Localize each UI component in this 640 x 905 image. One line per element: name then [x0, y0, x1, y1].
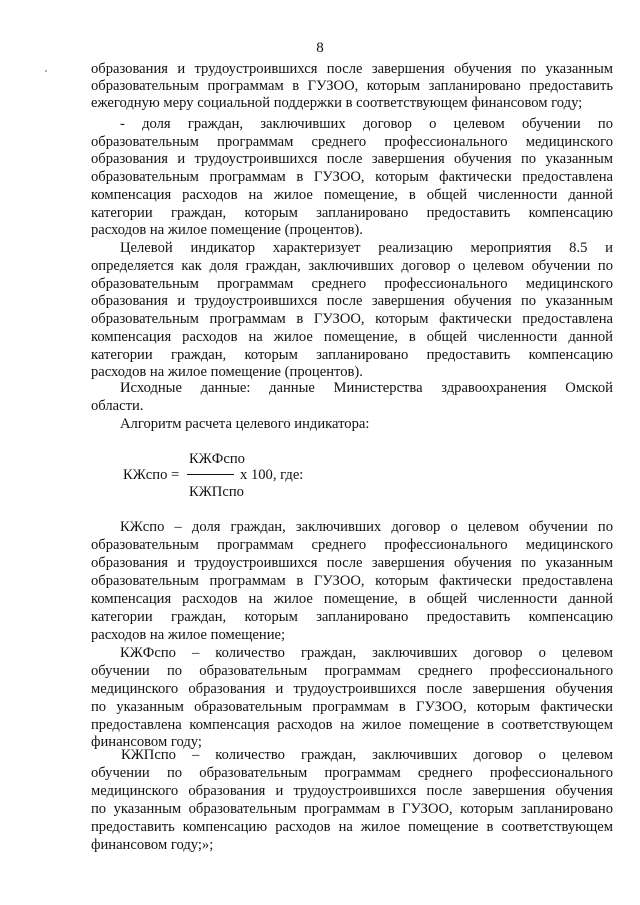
formula-numerator: КЖФспо [189, 451, 245, 467]
text-line: финансовом году; [91, 734, 202, 750]
text-line: образования и трудоустроившихся после завершения обучения по указанным [91, 293, 613, 309]
text-line: образования и трудоустроившихся после завершения обучения по указанным [91, 151, 613, 167]
text-line: расходов на жилое помещение; [91, 627, 286, 643]
text-line: обучении по образовательным программам среднего профессионального [91, 765, 613, 781]
scan-speck [45, 70, 47, 72]
text-line: медицинского образования и трудоустроившихся после завершения обучения [91, 783, 613, 799]
text-line: медицинского образования и трудоустроившихся после завершения обучения [91, 681, 613, 697]
text-line: образовательным программам в ГУЗОО, которым фактически предоставлена [91, 169, 613, 185]
text-line: ежегодную меру социальной поддержки в соответствующем финансовом году; [91, 95, 583, 111]
page-number: 8 [316, 40, 324, 56]
text-line: определяется как доля граждан, заключивших договор о целевом обучении по [91, 258, 613, 274]
text-line: образовательным программам в ГУЗОО, которым фактически предоставлена [91, 573, 613, 589]
text-line: категории граждан, которым запланировано предоставить компенсацию [91, 205, 613, 221]
text-line: КЖФспо – количество граждан, заключивших договор о целевом [120, 645, 613, 661]
text-line: по указанным образовательным программам в ГУЗОО, которым запланировано [91, 801, 613, 817]
text-line: по указанным образовательным программам в ГУЗОО, которым фактически [91, 699, 613, 715]
text-line: образовательным программам среднего профессионального медицинского [91, 276, 613, 292]
text-line: предоставить компенсацию расходов на жилое помещение в соответствующем [91, 819, 613, 835]
text-line: компенсация расходов на жилое помещение, в общей численности данной [91, 329, 613, 345]
text-line: Исходные данные: данные Министерства здравоохранения Омской [120, 380, 613, 396]
text-line: расходов на жилое помещение (процентов). [91, 222, 363, 238]
formula-lhs: КЖспо = [123, 467, 180, 483]
formula-rhs: х 100, где: [240, 467, 304, 483]
text-line: КЖПспо – количество граждан, заключивших договор о целевом [121, 747, 613, 763]
text-line: расходов на жилое помещение (процентов). [91, 364, 363, 380]
text-line: образовательным программам среднего профессионального медицинского [91, 537, 613, 553]
text-line: образования и трудоустроившихся после завершения обучения по указанным [91, 555, 613, 571]
text-line: Алгоритм расчета целевого индикатора: [120, 416, 370, 432]
text-line: образовательным программам среднего профессионального медицинского [91, 134, 613, 150]
text-line: категории граждан, которым запланировано предоставить компенсацию [91, 347, 613, 363]
text-line: образовательным программам в ГУЗОО, которым запланировано предоставить [91, 78, 613, 94]
formula-denominator: КЖПспо [189, 484, 244, 500]
text-line: образовательным программам в ГУЗОО, которым фактически предоставлена [91, 311, 613, 327]
text-line: финансовом году;»; [91, 837, 214, 853]
text-line: категории граждан, которым запланировано предоставить компенсацию [91, 609, 613, 625]
text-line: области. [91, 398, 144, 414]
text-line: образования и трудоустроившихся после завершения обучения по указанным [91, 61, 613, 77]
text-line: обучении по образовательным программам среднего профессионального [91, 663, 613, 679]
text-line: предоставлена компенсация расходов на жилое помещение в соответствующем [91, 717, 613, 733]
text-line: компенсация расходов на жилое помещение, в общей численности данной [91, 591, 613, 607]
text-line: Целевой индикатор характеризует реализацию мероприятия 8.5 и [120, 240, 613, 256]
text-line: - доля граждан, заключивших договор о целевом обучении по [120, 116, 613, 132]
fraction-bar [187, 474, 234, 475]
text-line: компенсация расходов на жилое помещение, в общей численности данной [91, 187, 613, 203]
text-line: КЖспо – доля граждан, заключивших договор о целевом обучении по [120, 519, 613, 535]
